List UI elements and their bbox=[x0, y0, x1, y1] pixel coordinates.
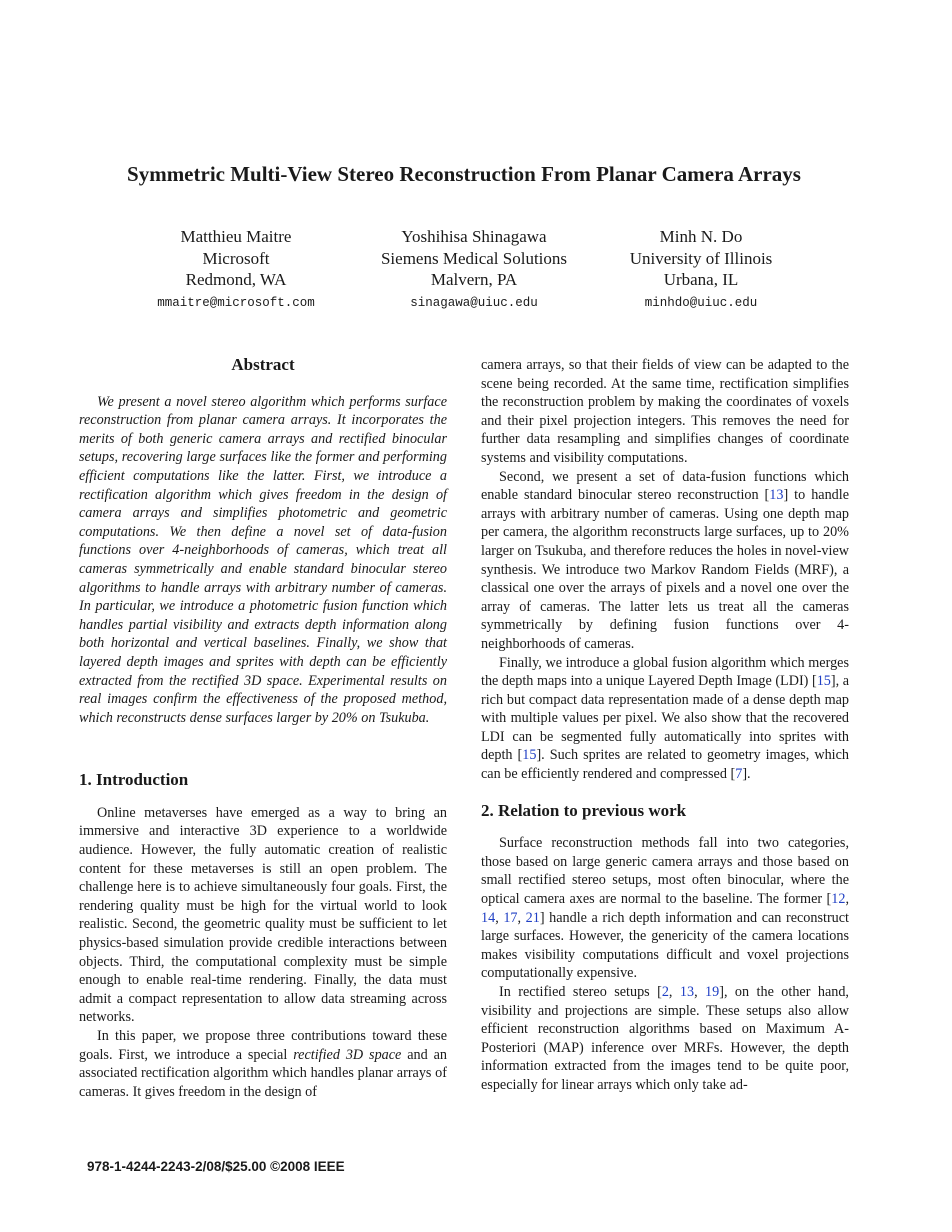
section-heading-related-work: 2. Relation to previous work bbox=[481, 800, 687, 820]
paper-title: Symmetric Multi-View Stereo Reconstruction From Planar Camera Arrays bbox=[127, 162, 801, 186]
abstract-text: We present a novel stereo algorithm which performs surface reconstruction from planar camera arrays. It incorporates the merits of both generic camera arrays and rectified binocular setups, recovering large surfaces like the former and performing efficient computations like the latter. First, we introduce a rectification algorithm which gives freedom in the design of camera arrays and simplifies photometric and geometric computations. We then define a novel set of data-fusion functions over 4-neighborhoods of cameras, which treat all cameras symmetrically and enable standard binocular stereo algorithms to handle arrays with arbitrary number of cameras. In particular, we introduce a photometric fusion function which handles partial visibility and extracts depth information along both horizontal and vertical baselines. Finally, we show that layered depth images and sprites with depth can be efficiently extracted from the rectified 3D space. Experimental results on real images confirm the effectiveness of the proposed method, which reconstructs dense surfaces larger by 20% on Tsukuba. bbox=[79, 393, 447, 726]
citation-link[interactable]: 7 bbox=[735, 766, 743, 783]
related-paragraph-1: Surface reconstruction methods fall into two categories, those based on large generic camera arrays and those based on small rectified stereo setups, most often binocular, where the optical camera axes are normal to the baseline. The former [12, 14, 17, 21] handle a rich depth information and can reconstruct large surfaces. However, the genericity of the camera locations makes visibility computations difficult and voxel projections computationally expensive. bbox=[481, 835, 849, 982]
citation-link[interactable]: 13 bbox=[769, 487, 784, 504]
citation-link[interactable]: 19 bbox=[705, 984, 720, 1000]
citation-link[interactable]: 12 bbox=[831, 891, 846, 908]
author-affiliation: University of Illinois bbox=[629, 248, 773, 268]
citation-link[interactable]: 15 bbox=[816, 673, 831, 690]
author-location: Urbana, IL bbox=[663, 270, 739, 289]
author-2 bbox=[354, 226, 594, 314]
author-affiliation: Siemens Medical Solutions bbox=[380, 248, 568, 268]
author-email[interactable]: mmaitre@microsoft.com bbox=[157, 295, 315, 310]
citation-link[interactable]: 21 bbox=[525, 909, 540, 926]
left-column bbox=[79, 356, 447, 1101]
author-location: Redmond, WA bbox=[185, 270, 287, 289]
right-column bbox=[481, 356, 849, 1095]
author-email[interactable]: minhdo@uiuc.edu bbox=[644, 295, 758, 310]
intro-paragraph-4: Finally, we introduce a global fusion algorithm which merges the depth maps into a unique Layered Depth Image (LDI) [15], a rich but compact data representation made of a dense depth map with multiple values per pixel. We also show that the recovered LDI can be segmented fully automatically into sprites with depth [15]. Such sprites are related to geometry images, which can be efficiently rendered and compressed [7]. bbox=[481, 654, 849, 783]
intro-paragraph-2: In this paper, we propose three contributions toward these goals. First, we introduce a special rectified 3D space and an associated rectification algorithm which handles planar arrays of cameras. It gives freedom in the design of bbox=[79, 1028, 448, 1100]
citation-link[interactable]: 13 bbox=[679, 984, 695, 1000]
citation-link[interactable]: 2 bbox=[661, 984, 669, 1000]
author-email[interactable]: sinagawa@uiuc.edu bbox=[410, 295, 538, 310]
section-heading-introduction: 1. Introduction bbox=[79, 770, 189, 790]
abstract-heading: Abstract bbox=[231, 355, 295, 374]
author-name: Matthieu Maitre bbox=[180, 227, 292, 246]
author-name: Yoshihisa Shinagawa bbox=[401, 227, 547, 246]
author-affiliation: Microsoft bbox=[202, 248, 270, 268]
intro-paragraph-2-cont: camera arrays, so that their fields of view can be adapted to the scene being recorded. At the same time, rectification simplifies the reconstruction problem by making the coordinates of voxels and their pixel projection integers. This removes the need for further data resampling and simplifies changes of coordinate systems and visibility computations. bbox=[481, 357, 849, 466]
citation-link[interactable]: 14 bbox=[481, 909, 496, 926]
emphasis-text: rectified 3D space bbox=[293, 1046, 402, 1063]
citation-link[interactable]: 17 bbox=[503, 909, 518, 926]
author-1 bbox=[116, 226, 356, 314]
citation-link[interactable]: 15 bbox=[522, 747, 537, 764]
related-paragraph-2: In rectified stereo setups [2, 13, 19], on the other hand, visibility and projections are simple. These setups also allow efficient reconstruction algorithms based on Maximum A-Posteriori (MAP) inference over MRFs. However, the depth information extracted from the images tend to be quite poor, especially for linear arrays which only take ad- bbox=[481, 984, 849, 1093]
copyright-footer: 978-1-4244-2243-2/08/$25.00 ©2008 IEEE bbox=[87, 1159, 345, 1174]
author-3 bbox=[581, 226, 821, 314]
author-location: Malvern, PA bbox=[430, 270, 518, 289]
author-block bbox=[0, 226, 952, 316]
author-name: Minh N. Do bbox=[659, 227, 743, 246]
intro-paragraph-3: Second, we present a set of data-fusion functions which enable standard binocular stereo reconstruction [13] to handle arrays with arbitrary number of cameras. Using one depth map per camera, the algorithm reconstructs large surfaces, up to 20% larger on Tsukuba, and therefore reduces the holes in novel-view synthesis. We introduce two Markov Random Fields (MRF), a classical one over the arrays of pixels and a novel one over the array of cameras. The latter lets us treat all the cameras symmetrically by defining fusion functions over 4-neighborhoods of cameras. bbox=[481, 468, 850, 652]
intro-paragraph-1: Online metaverses have emerged as a way to bring an immersive and interactive 3D experience to a worldwide audience. However, the fully automatic creation of realistic content for these metaverses is still an open problem. The challenge here is to achieve simultaneously four goals. First, the rendering quality must be high for the virtual world to look realistic. Second, the geometric quality must be sufficient to let physics-based simulation provide credible interactions between objects. Third, the computational complexity must be simple enough to enable real-time rendering. Finally, the data must admit a compact representation to allow data streaming across networks. bbox=[79, 804, 447, 1026]
